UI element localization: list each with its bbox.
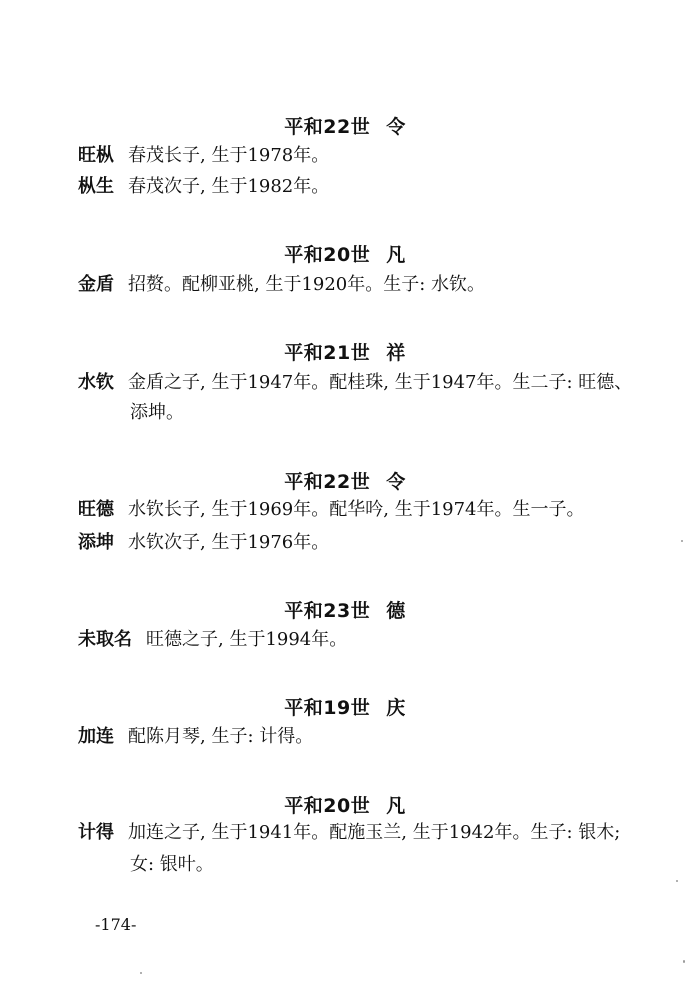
- person-name: 枞生: [78, 176, 114, 197]
- generation-character: 令: [386, 116, 406, 138]
- generation-label: 平和20世: [284, 795, 371, 817]
- person-name: 金盾: [78, 274, 114, 295]
- person-entry: [78, 495, 668, 525]
- person-description: 水钦次子, 生于1976年。: [128, 532, 330, 553]
- generation-heading: [0, 240, 690, 267]
- generation-label: 平和23世: [284, 600, 371, 622]
- person-entry: [78, 528, 668, 558]
- generation-character: 德: [386, 600, 406, 622]
- generation-label: 平和19世: [284, 697, 371, 719]
- generation-heading: [0, 112, 690, 139]
- scan-speck: [676, 880, 678, 882]
- person-description-continued: 添坤。: [130, 402, 184, 423]
- scan-speck: [683, 960, 685, 963]
- person-description: 加连之子, 生于1941年。配施玉兰, 生于1942年。生子: 银木;: [128, 822, 621, 843]
- generation-character: 祥: [386, 342, 406, 364]
- generation-heading: [0, 467, 690, 494]
- person-entry: [78, 722, 668, 752]
- generation-character: 凡: [386, 795, 406, 817]
- person-name: 水钦: [78, 372, 114, 393]
- generation-character: 庆: [386, 697, 406, 719]
- person-entry: [78, 368, 668, 398]
- person-entry: [78, 270, 668, 300]
- person-entry: [78, 818, 668, 848]
- generation-heading: [0, 693, 690, 720]
- generation-heading: [0, 338, 690, 365]
- person-description: 招赘。配柳亚桃, 生于1920年。生子: 水钦。: [128, 274, 486, 295]
- person-entry: [78, 172, 668, 202]
- page-number: -174-: [95, 915, 137, 934]
- generation-label: 平和21世: [284, 342, 371, 364]
- generation-heading: [0, 596, 690, 623]
- generation-label: 平和20世: [284, 244, 371, 266]
- person-description: 春茂长子, 生于1978年。: [128, 145, 330, 166]
- scan-speck: [140, 972, 142, 974]
- person-description-continued: 女: 银叶。: [130, 854, 214, 875]
- person-name: 旺枞: [78, 145, 114, 166]
- generation-character: 令: [386, 471, 406, 493]
- person-name: 添坤: [78, 532, 114, 553]
- person-entry: [78, 141, 668, 171]
- scan-speck: [681, 540, 683, 542]
- person-name: 未取名: [78, 629, 132, 650]
- generation-label: 平和22世: [284, 471, 371, 493]
- generation-label: 平和22世: [284, 116, 371, 138]
- person-description: 旺德之子, 生于1994年。: [146, 629, 348, 650]
- person-entry: [78, 625, 668, 655]
- person-description: 水钦长子, 生于1969年。配华吟, 生于1974年。生一子。: [128, 499, 585, 520]
- person-name: 加连: [78, 726, 114, 747]
- person-name: 计得: [78, 822, 114, 843]
- person-name: 旺德: [78, 499, 114, 520]
- person-description: 配陈月琴, 生子: 计得。: [128, 726, 314, 747]
- generation-character: 凡: [386, 244, 406, 266]
- generation-heading: [0, 791, 690, 818]
- person-description: 金盾之子, 生于1947年。配桂珠, 生于1947年。生二子: 旺德、: [128, 372, 633, 393]
- person-description: 春茂次子, 生于1982年。: [128, 176, 330, 197]
